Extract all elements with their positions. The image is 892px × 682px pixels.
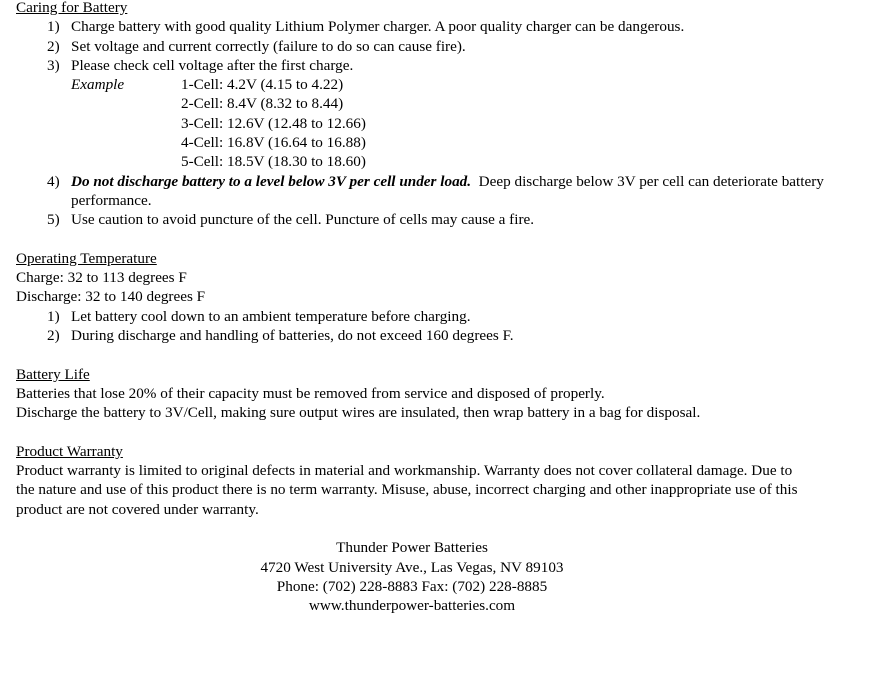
cell-voltage-item: 5-Cell: 18.5V (18.30 to 18.60) xyxy=(181,153,366,171)
discharge-range: Discharge: 32 to 140 degrees F xyxy=(16,288,206,306)
list-number: 1) xyxy=(47,18,60,36)
list-item xyxy=(16,17,876,36)
cell-voltage-item: 2-Cell: 8.4V (8.32 to 8.44) xyxy=(181,95,344,113)
list-number: 5) xyxy=(47,211,60,229)
warranty-text: Product warranty is limited to original defects in material and workmanship. Warranty does not cover collateral damage. Due to the nature and use of this product there is no term warranty. Misuse, abuse, incorrect charging and other inappropriate use of this product are not covered under warranty. xyxy=(16,462,798,518)
battery-life-text: Batteries that lose 20% of their capacity must be removed from service and disposed of properly. xyxy=(16,384,605,402)
list-item xyxy=(16,210,876,229)
warranty-heading: Product Warranty xyxy=(16,442,123,460)
warranty-section xyxy=(16,442,876,519)
charge-range: Charge: 32 to 113 degrees F xyxy=(16,269,187,287)
company-phone: Phone: (702) 228-8883 Fax: (702) 228-8885 xyxy=(276,577,548,595)
warning-detail: Deep discharge below 3V per cell can deteriorate battery performance. xyxy=(71,172,828,209)
list-text: Let battery cool down to an ambient temperature before charging. xyxy=(71,307,471,325)
cell-voltage-list xyxy=(181,75,366,171)
temperature-section xyxy=(16,249,876,345)
list-item xyxy=(16,172,876,211)
list-text: Set voltage and current correctly (failure to do so can cause fire). xyxy=(71,37,466,55)
list-number: 3) xyxy=(47,56,60,74)
list-number: 2) xyxy=(47,37,60,55)
cell-voltage-item: 3-Cell: 12.6V (12.48 to 12.66) xyxy=(181,114,366,132)
list-item xyxy=(16,307,876,326)
list-number: 1) xyxy=(47,307,60,325)
list-number: 2) xyxy=(47,327,60,345)
battery-life-section xyxy=(16,365,876,423)
company-name: Thunder Power Batteries xyxy=(336,539,488,557)
list-text: Please check cell voltage after the first charge. xyxy=(71,56,354,74)
list-item xyxy=(16,326,876,345)
list-text xyxy=(71,172,831,211)
list-text: During discharge and handling of batteries, do not exceed 160 degrees F. xyxy=(71,327,514,345)
battery-life-text: Discharge the battery to 3V/Cell, making sure output wires are insulated, then wrap battery in a bag for disposal. xyxy=(16,404,701,422)
warning-text: Do not discharge battery to a level below 3V per cell under load. xyxy=(71,172,472,190)
list-item xyxy=(16,56,876,75)
list-item xyxy=(16,37,876,56)
cell-voltage-item: 4-Cell: 16.8V (16.64 to 16.88) xyxy=(181,134,366,152)
caring-heading: Caring for Battery xyxy=(16,0,128,16)
example-label: Example xyxy=(71,76,125,94)
cell-voltage-item: 1-Cell: 4.2V (4.15 to 4.22) xyxy=(181,76,344,94)
list-number: 4) xyxy=(47,172,60,190)
company-website[interactable]: www.thunderpower-batteries.com xyxy=(308,597,516,615)
battery-life-heading: Battery Life xyxy=(16,365,90,383)
list-text: Use caution to avoid puncture of the cell. Puncture of cells may cause a fire. xyxy=(71,211,535,229)
list-text: Charge battery with good quality Lithium Polymer charger. A poor quality charger can be dangerous. xyxy=(71,18,685,36)
contact-block xyxy=(16,538,808,615)
document-page xyxy=(16,0,876,616)
company-address: 4720 West University Ave., Las Vegas, NV 89103 xyxy=(260,558,564,576)
temperature-heading: Operating Temperature xyxy=(16,249,157,267)
caring-section xyxy=(16,0,876,230)
cell-voltage-example xyxy=(71,75,876,171)
